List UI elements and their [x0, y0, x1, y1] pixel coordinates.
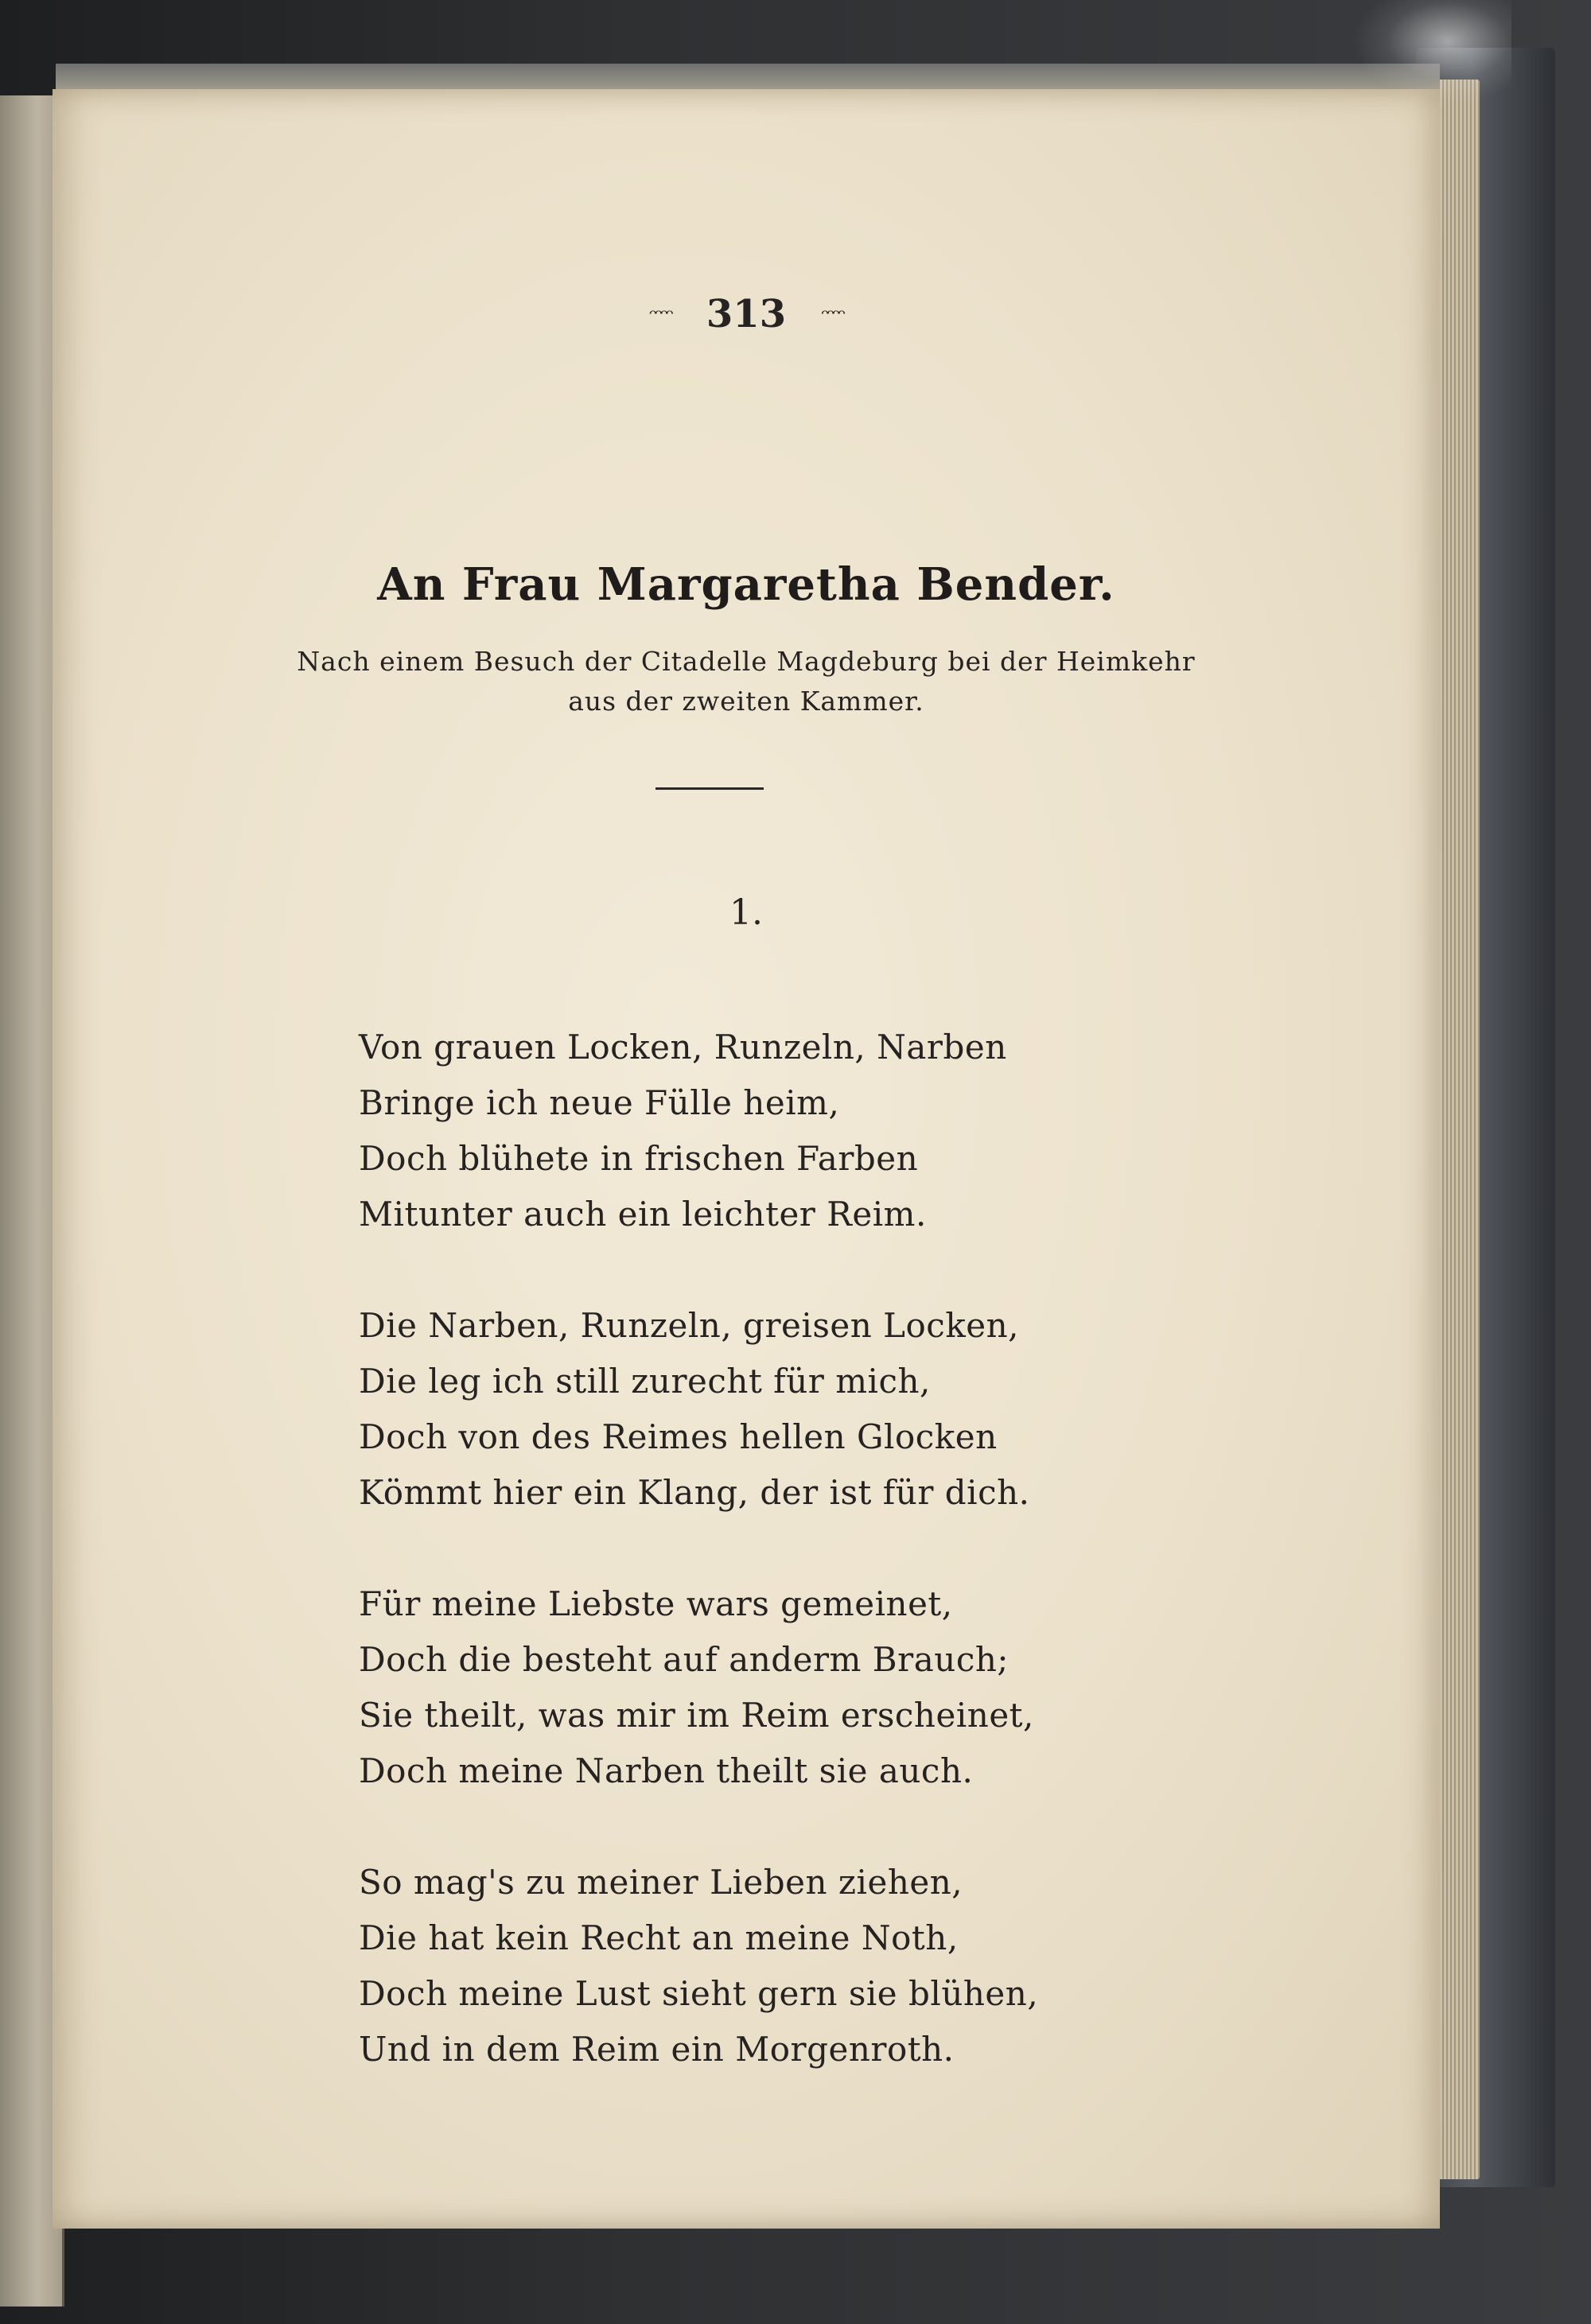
- section-number: 1.: [729, 892, 763, 933]
- header-ornament-left: ᵔᵔᵔᵔ: [648, 305, 671, 329]
- poem-subtitle-line-2: aus der zweiten Kammer.: [568, 686, 924, 717]
- verse-line-2-4: Kömmt hier ein Klang, der ist für dich.: [359, 1473, 1030, 1512]
- poem-subtitle-line-1: Nach einem Besuch der Citadelle Magdeburg bei der Heimkehr: [297, 646, 1196, 677]
- verse-line-4-2: Die hat kein Recht an meine Noth,: [359, 1918, 959, 1957]
- verse-line-2-3: Doch von des Reimes hellen Glocken: [359, 1417, 998, 1456]
- verse-line-1-4: Mitunter auch ein leichter Reim.: [359, 1195, 927, 1234]
- verse-line-2-1: Die Narben, Runzeln, greisen Locken,: [359, 1306, 1020, 1345]
- verse-line-1-1: Von grauen Locken, Runzeln, Narben: [359, 1028, 1007, 1067]
- poem-title: An Frau Margaretha Bender.: [377, 558, 1115, 611]
- verse-line-3-2: Doch die besteht auf anderm Brauch;: [359, 1640, 1009, 1679]
- book-page: [53, 89, 1440, 2229]
- verse-line-2-2: Die leg ich still zurecht für mich,: [359, 1362, 931, 1401]
- verse-line-4-3: Doch meine Lust sieht gern sie blühen,: [359, 1974, 1039, 2013]
- header-ornament-right: ᵔᵔᵔᵔ: [821, 305, 844, 329]
- page-header: [53, 292, 1440, 336]
- verse-line-1-3: Doch blühete in frischen Farben: [359, 1139, 919, 1178]
- verse-line-3-4: Doch meine Narben theilt sie auch.: [359, 1751, 974, 1790]
- title-divider-rule: [655, 787, 764, 790]
- verse-line-3-1: Für meine Liebste wars gemeinet,: [359, 1584, 953, 1623]
- verse-line-4-4: Und in dem Reim ein Morgenroth.: [359, 2030, 955, 2069]
- verse-line-3-3: Sie theilt, was mir im Reim erscheinet,: [359, 1696, 1034, 1735]
- verse-line-4-1: So mag's zu meiner Lieben ziehen,: [359, 1863, 963, 1902]
- plastic-cover-glare: [1352, 0, 1511, 103]
- verse-line-1-2: Bringe ich neue Fülle heim,: [359, 1083, 840, 1122]
- page-number: 313: [706, 292, 787, 336]
